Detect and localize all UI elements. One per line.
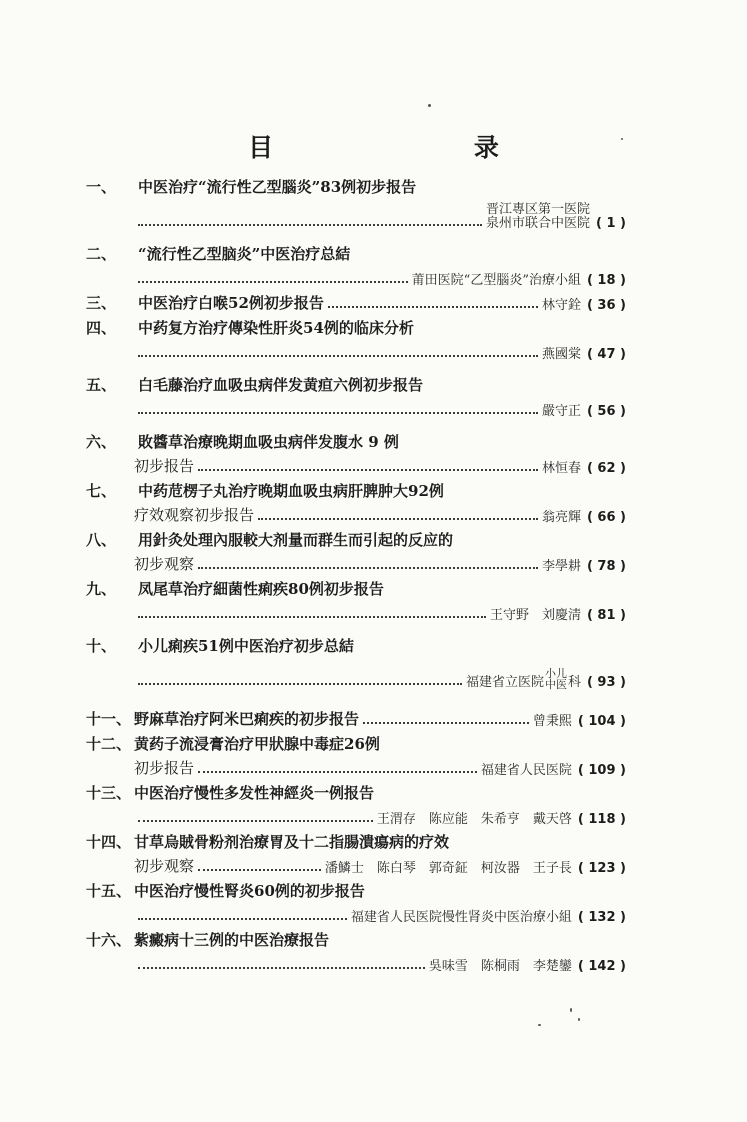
entry-author-dept <box>545 668 567 690</box>
entry-page: ( 18 ) <box>586 273 626 288</box>
entry-author-line: 中医 <box>544 678 567 690</box>
entry-title: 紫癜病十三例的中医治療报告 <box>134 931 330 949</box>
entry-title-continued: 初步观察 <box>134 555 195 573</box>
entry-author: 潘鱗士 陈白琴 郭奇鉦 柯汝器 王子長 <box>324 861 572 876</box>
entry-author: 福建省人民医院慢性肾炎中医治療小組 <box>350 910 572 925</box>
entry-author: 林守銓 <box>541 298 581 313</box>
entry-page: ( 132 ) <box>577 910 626 925</box>
toc-entry-11 <box>86 704 626 729</box>
entry-author: 福建省立医院 <box>465 675 544 690</box>
dot-leader <box>258 518 538 520</box>
entry-author: 王渭存 陈应能 朱希亨 戴天啓 <box>376 812 572 827</box>
dot-leader <box>328 306 538 308</box>
toc-entry-7 <box>86 476 626 525</box>
scan-speck <box>578 1018 580 1021</box>
entry-title-continued: 初步报告 <box>134 457 195 475</box>
toc-entry-13 <box>86 778 626 827</box>
entry-title-continued: 疗效观察初步报告 <box>134 506 255 524</box>
scan-speck <box>621 138 623 140</box>
entry-title: 凤尾草治疗細菌性痢疾80例初步报告 <box>138 580 384 598</box>
entry-page: ( 118 ) <box>577 812 626 827</box>
entry-page: ( 78 ) <box>586 559 626 574</box>
entry-number: 二、 <box>86 245 117 263</box>
toc-entry-5 <box>86 370 626 419</box>
entry-author: 福建省人民医院 <box>480 763 572 778</box>
entry-title: “流行性乙型脑炎”中医治疗总結 <box>138 245 351 263</box>
entry-title: 白毛藤治疗血吸虫病伴发黄疸六例初步报告 <box>138 376 424 394</box>
entry-author-line: 晋江專区第一医院 <box>486 202 591 217</box>
entry-title: 野麻草治疗阿米巴痢疾的初步报告 <box>134 710 360 728</box>
toc-entry-3 <box>86 288 626 313</box>
dot-leader <box>138 820 373 822</box>
toc-list <box>86 172 626 974</box>
toc-entry-12 <box>86 729 626 778</box>
dot-leader <box>138 918 347 920</box>
scan-speck <box>538 1024 541 1026</box>
toc-entry-16 <box>86 925 626 974</box>
entry-number: 九、 <box>86 580 117 598</box>
entry-number: 一、 <box>86 178 117 196</box>
dot-leader <box>138 355 538 357</box>
entry-page: ( 109 ) <box>577 763 626 778</box>
entry-author: 嚴守正 <box>541 404 581 419</box>
toc-entry-8 <box>86 525 626 574</box>
entry-page: ( 142 ) <box>577 959 626 974</box>
entry-title: 甘草烏賊骨粉剂治療胃及十二指腸潰瘍病的疗效 <box>134 833 450 851</box>
entry-number: 十六、 <box>86 931 132 949</box>
entry-title: 敗醬草治療晚期血吸虫病伴发腹水 9 例 <box>138 433 399 451</box>
entry-number: 七、 <box>86 482 117 500</box>
entry-title: 中药复方治疗傳染性肝炎54例的临床分析 <box>138 319 414 337</box>
entry-author: 莆田医院“乙型腦炎”治療小組 <box>411 273 581 288</box>
entry-author: 翁亮輝 <box>541 510 581 525</box>
scan-speck <box>570 1008 572 1012</box>
dot-leader <box>138 616 486 618</box>
toc-entry-9 <box>86 574 626 623</box>
entry-author-line: 泉州市联合中医院 <box>486 216 591 231</box>
toc-entry-15 <box>86 876 626 925</box>
entry-number: 十五、 <box>86 882 132 900</box>
entry-page: ( 66 ) <box>586 510 626 525</box>
entry-author: 曾秉熙 <box>532 714 572 729</box>
dot-leader <box>198 771 477 773</box>
dot-leader <box>138 967 425 969</box>
scan-speck <box>428 104 431 107</box>
entry-title-continued: 初步报告 <box>134 759 195 777</box>
dot-leader <box>363 722 529 724</box>
entry-title-continued: 初步观察 <box>134 857 195 875</box>
entry-author-line: 小儿 <box>544 667 567 680</box>
entry-page: ( 81 ) <box>586 608 626 623</box>
entry-title: 黄药子流浸膏治疗甲狀腺中毒症26例 <box>134 735 380 753</box>
entry-page: ( 104 ) <box>577 714 626 729</box>
entry-number: 十四、 <box>86 833 132 851</box>
dot-leader <box>198 469 538 471</box>
dot-leader <box>138 412 538 414</box>
entry-author: 王守野 刘慶淸 <box>489 608 581 623</box>
dot-leader <box>198 567 538 569</box>
entry-number: 十、 <box>86 637 117 655</box>
entry-author: 林恒春 <box>541 461 581 476</box>
entry-author <box>486 203 590 231</box>
toc-entry-2 <box>86 239 626 288</box>
entry-page: ( 62 ) <box>586 461 626 476</box>
dot-leader <box>138 683 462 685</box>
entry-page: ( 1 ) <box>596 216 626 231</box>
entry-page: ( 36 ) <box>586 298 626 313</box>
toc-entry-4 <box>86 313 626 362</box>
entry-title: 中医治疗慢性腎炎60例的初步报告 <box>134 882 365 900</box>
entry-number: 五、 <box>86 376 117 394</box>
entry-author: 燕國棠 <box>541 347 581 362</box>
page-title: 目 录 <box>248 133 595 162</box>
entry-title: 中药苊楞子丸治疗晚期血吸虫病肝脾肿大92例 <box>138 482 444 500</box>
entry-number: 八、 <box>86 531 117 549</box>
dot-leader <box>198 869 321 871</box>
entry-title: 中医治疗慢性多发性神經炎一例报告 <box>134 784 375 802</box>
entry-title: 用針灸处理內服較大剂量而群生而引起的反应的 <box>138 531 454 549</box>
entry-number: 十一、 <box>86 710 132 728</box>
entry-number: 十三、 <box>86 784 132 802</box>
entry-author-suffix: 科 <box>567 675 581 690</box>
toc-entry-10 <box>86 631 626 690</box>
entry-author: 吳味雪 陈桐雨 李楚鑾 <box>428 959 572 974</box>
entry-title: 中医治疗白喉52例初步报告 <box>138 294 324 312</box>
entry-page: ( 123 ) <box>577 861 626 876</box>
entry-number: 十二、 <box>86 735 132 753</box>
entry-page: ( 47 ) <box>586 347 626 362</box>
entry-page: ( 93 ) <box>586 675 626 690</box>
toc-entry-6 <box>86 427 626 476</box>
toc-entry-1 <box>86 172 626 231</box>
entry-number: 三、 <box>86 294 117 312</box>
entry-number: 四、 <box>86 319 117 337</box>
entry-number: 六、 <box>86 433 117 451</box>
dot-leader <box>138 224 482 226</box>
entry-title: 中医治疗“流行性乙型腦炎”83例初步报告 <box>138 178 417 196</box>
entry-title: 小儿痢疾51例中医治疗初步总結 <box>138 637 354 655</box>
entry-page: ( 56 ) <box>586 404 626 419</box>
toc-entry-14 <box>86 827 626 876</box>
dot-leader <box>138 281 408 283</box>
entry-author: 李學耕 <box>541 559 581 574</box>
